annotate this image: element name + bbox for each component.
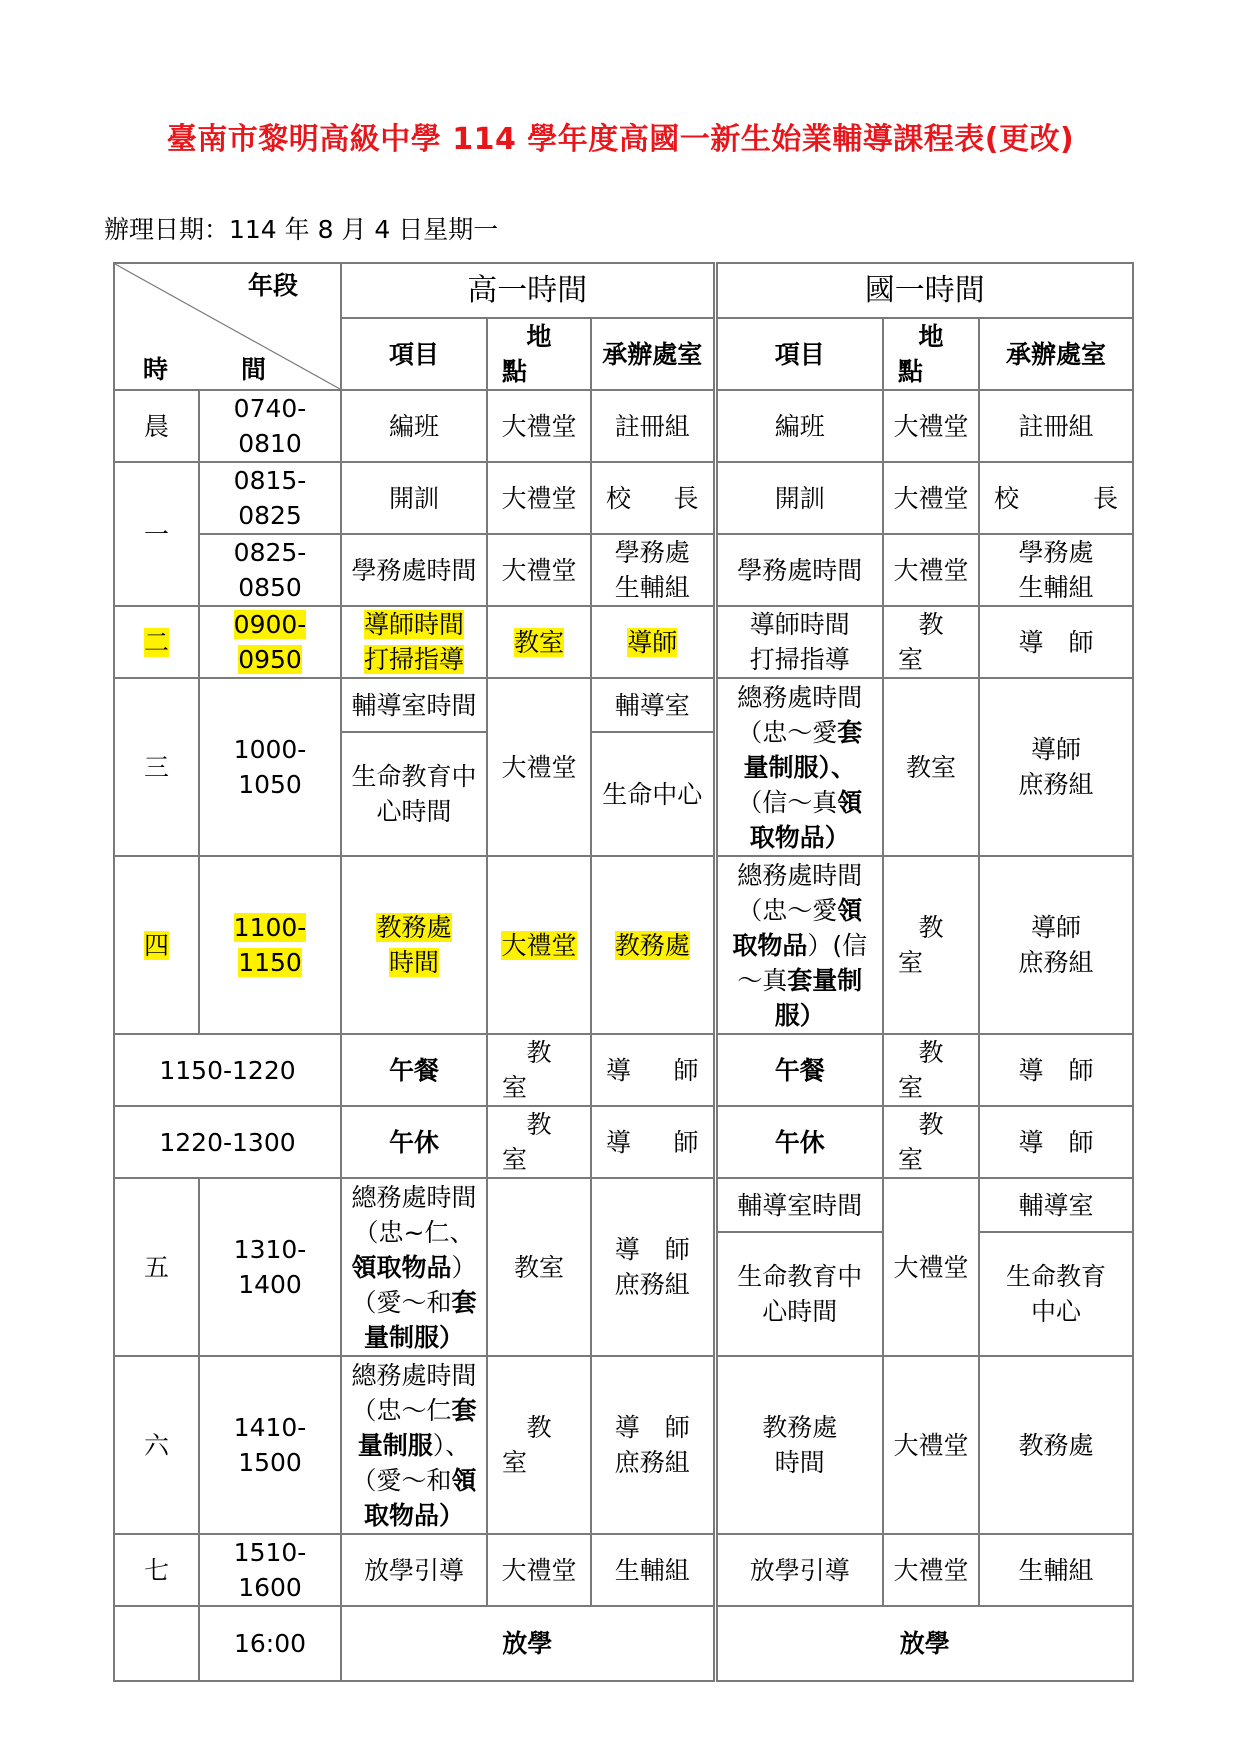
office-line: 導 師 [614,1413,690,1442]
item-line: 量制服）、 [743,752,857,782]
place-cell: 教 室 [487,1106,591,1178]
office-line: 導 師 [614,1235,690,1264]
item-bold-text: 套 [837,717,863,747]
office-cell [979,856,1133,1034]
item-cell: 午休 [715,1106,883,1178]
group-header-high: 高一時間 [341,263,715,318]
office-cell: 註冊組 [591,390,715,462]
place-cell: 教 室 [883,606,979,678]
office-cell: 校 長 [591,462,715,534]
office-line: 生輔組 [1018,573,1094,602]
item-cell [715,606,883,678]
item-line: 總務處時間 [737,682,863,712]
place-cell: 教室 [487,1178,591,1356]
place-cell: 大禮堂 [487,534,591,606]
office-line: 生輔組 [614,573,690,602]
item-line: 取物品） [363,1500,464,1530]
period-cell: 三 [114,678,199,856]
col-header-item-high: 項目 [341,318,487,390]
item-text: （忠～仁 [351,1395,452,1425]
period-cell: 六 [114,1356,199,1534]
highlighted-text: 時間 [388,948,439,977]
highlighted-text: 二 [143,627,169,657]
schedule-table [113,262,1134,1682]
item-cell: 學務處時間 [341,534,487,606]
office-cell [591,534,715,606]
item-bold-text: 量制服 [357,1430,433,1460]
office-line: 生命教育 [1006,1262,1107,1291]
place-cell [487,856,591,1034]
place-cell: 大禮堂 [487,678,591,856]
office-cell [979,1232,1133,1356]
table-row [114,1534,1133,1606]
highlighted-text: 打掃指導 [363,645,464,674]
office-cell: 註冊組 [979,390,1133,462]
office-line: 學務處 [1018,538,1094,567]
office-cell [979,534,1133,606]
item-cell: 午餐 [715,1034,883,1106]
highlighted-text: 教務處 [614,930,690,960]
time-cell: 0740-0810 [199,390,341,462]
place-cell: 大禮堂 [883,1534,979,1606]
office-cell [591,1356,715,1534]
time-cell: 1150-1220 [114,1034,341,1106]
item-text: （忠～愛 [737,717,838,747]
place-cell: 大禮堂 [883,1356,979,1534]
time-cell: 1410-1500 [199,1356,341,1534]
place-cell: 大禮堂 [883,1178,979,1356]
item-line: 生命教育中 [351,762,477,791]
item-line: 打掃指導 [749,645,850,674]
table-row [114,1606,1133,1681]
table-row [114,390,1133,462]
table-row [114,678,1133,732]
item-text: ～真 [737,965,788,995]
item-line: 生命教育中 [737,1262,863,1291]
time-cell: 1510-1600 [199,1534,341,1606]
item-cell: 輔導室時間 [715,1178,883,1232]
period-cell [114,1606,199,1681]
item-cell: 輔導室時間 [341,678,487,732]
item-bold-text: 套 [451,1287,477,1317]
item-text: （信～真 [737,787,838,817]
item-cell: 放學引導 [715,1534,883,1606]
highlighted-text: 教室 [513,627,564,657]
item-bold-text: 取物品 [732,930,808,960]
item-cell: 午餐 [341,1034,487,1106]
time-cell: 16:00 [199,1606,341,1681]
place-cell: 教 室 [487,1356,591,1534]
period-cell [114,606,199,678]
item-bold-text: 套 [451,1395,477,1425]
office-cell: 輔導室 [591,678,715,732]
office-line: 庶務組 [1018,770,1094,799]
dismissal-cell-high: 放學 [341,1606,715,1681]
place-cell: 大禮堂 [487,390,591,462]
table-row [114,1106,1133,1178]
office-cell: 輔導室 [979,1178,1133,1232]
table-row [114,1178,1133,1232]
item-cell [341,1356,487,1534]
time-cell [199,856,341,1034]
place-cell: 大禮堂 [883,462,979,534]
office-cell: 校 長 [979,462,1133,534]
office-line: 庶務組 [614,1448,690,1477]
period-cell [114,856,199,1034]
col-header-office-junior: 承辦處室 [979,318,1133,390]
office-cell: 教務處 [979,1356,1133,1534]
item-line: 心時間 [762,1297,838,1326]
item-line: 取物品） [749,822,850,852]
item-line: 總務處時間 [351,1360,477,1390]
item-cell [341,732,487,856]
office-cell: 導 師 [979,1106,1133,1178]
period-cell: 七 [114,1534,199,1606]
highlighted-text: 四 [143,930,169,960]
item-line: （忠~仁、 [353,1217,475,1247]
corner-grade-label: 年段 [247,271,298,300]
date-line: 辦理日期：114 年 8 月 4 日星期一 [104,215,499,244]
table-row [114,1356,1133,1534]
office-line: 導師 [1031,913,1082,942]
col-header-place-junior: 地 點 [883,318,979,390]
item-text: ）(信 [807,930,868,960]
period-cell: 五 [114,1178,199,1356]
item-cell: 開訓 [341,462,487,534]
office-cell: 生命中心 [591,732,715,856]
time-cell: 1220-1300 [114,1106,341,1178]
office-cell [591,606,715,678]
office-cell: 導 師 [591,1034,715,1106]
office-line: 學務處 [614,538,690,567]
time-cell: 0825-0850 [199,534,341,606]
table-row [114,856,1133,1034]
col-header-place-high: 地 點 [487,318,591,390]
col-header-item-junior: 項目 [715,318,883,390]
office-line: 導師 [1031,735,1082,764]
item-line: 總務處時間 [737,860,863,890]
item-bold-text: 領 [837,895,863,925]
time-cell: 0815-0825 [199,462,341,534]
office-line: 庶務組 [614,1270,690,1299]
place-cell: 大禮堂 [487,1534,591,1606]
office-cell [591,1178,715,1356]
place-cell: 教 室 [883,1106,979,1178]
item-cell [715,856,883,1034]
office-cell: 導 師 [591,1106,715,1178]
item-line: 教務處 [762,1413,838,1442]
office-line: 庶務組 [1018,948,1094,977]
period-cell: 一 [114,462,199,606]
office-cell: 導 師 [979,1034,1133,1106]
office-cell [979,678,1133,856]
highlighted-text: 導師時間 [363,610,464,639]
item-line: 服） [774,1000,825,1030]
item-text: （愛～和 [351,1287,452,1317]
office-line: 中心 [1031,1297,1082,1326]
item-cell [715,678,883,856]
table-row [114,462,1133,534]
office-cell: 導 師 [979,606,1133,678]
item-text: ） [451,1252,477,1282]
highlighted-text: 導師 [627,627,678,657]
item-bold-text: 領 [837,787,863,817]
table-row [114,606,1133,678]
place-cell: 教室 [883,678,979,856]
period-cell: 晨 [114,390,199,462]
item-line: 心時間 [376,797,452,826]
item-cell [715,1356,883,1534]
diagonal-corner-cell [114,263,341,390]
dismissal-cell-junior: 放學 [715,1606,1133,1681]
place-cell: 教 室 [883,856,979,1034]
item-cell: 放學引導 [341,1534,487,1606]
table-row [114,1034,1133,1106]
time-cell: 1000-1050 [199,678,341,856]
item-cell [341,606,487,678]
office-cell: 生輔組 [591,1534,715,1606]
highlighted-text: 1100-1150 [233,913,307,977]
time-cell: 1310-1400 [199,1178,341,1356]
office-cell: 生輔組 [979,1534,1133,1606]
item-text: （愛～和 [351,1465,452,1495]
office-cell [591,856,715,1034]
item-cell: 午休 [341,1106,487,1178]
header-row-1 [114,263,1133,318]
item-cell [715,1232,883,1356]
item-bold-text: 套量制 [787,965,863,995]
item-text: （忠～愛 [737,895,838,925]
corner-time-label: 時 間 [143,355,291,384]
item-cell: 編班 [715,390,883,462]
place-cell: 大禮堂 [487,462,591,534]
highlighted-text: 0900-0950 [233,610,307,674]
place-cell: 大禮堂 [883,534,979,606]
item-line: 量制服） [363,1322,464,1352]
item-bold-text: 領 [451,1465,477,1495]
group-header-junior: 國一時間 [715,263,1133,318]
time-cell [199,606,341,678]
item-line: 導師時間 [749,610,850,639]
item-line: 總務處時間 [351,1182,477,1212]
highlighted-text: 教務處 [376,913,452,942]
item-cell: 開訓 [715,462,883,534]
place-cell: 教 室 [883,1034,979,1106]
item-cell: 編班 [341,390,487,462]
item-text: ）、 [432,1430,471,1460]
place-cell: 大禮堂 [883,390,979,462]
place-cell: 教 室 [487,1034,591,1106]
item-line: 時間 [774,1448,825,1477]
item-cell: 學務處時間 [715,534,883,606]
document-title: 臺南市黎明高級中學 114 學年度高國一新生始業輔導課程表(更改) [166,122,1075,157]
highlighted-text: 大禮堂 [501,930,577,960]
place-cell [487,606,591,678]
item-cell [341,856,487,1034]
item-bold-text: 領取物品 [351,1252,452,1282]
col-header-office-high: 承辦處室 [591,318,715,390]
item-cell [341,1178,487,1356]
table-row [114,534,1133,606]
